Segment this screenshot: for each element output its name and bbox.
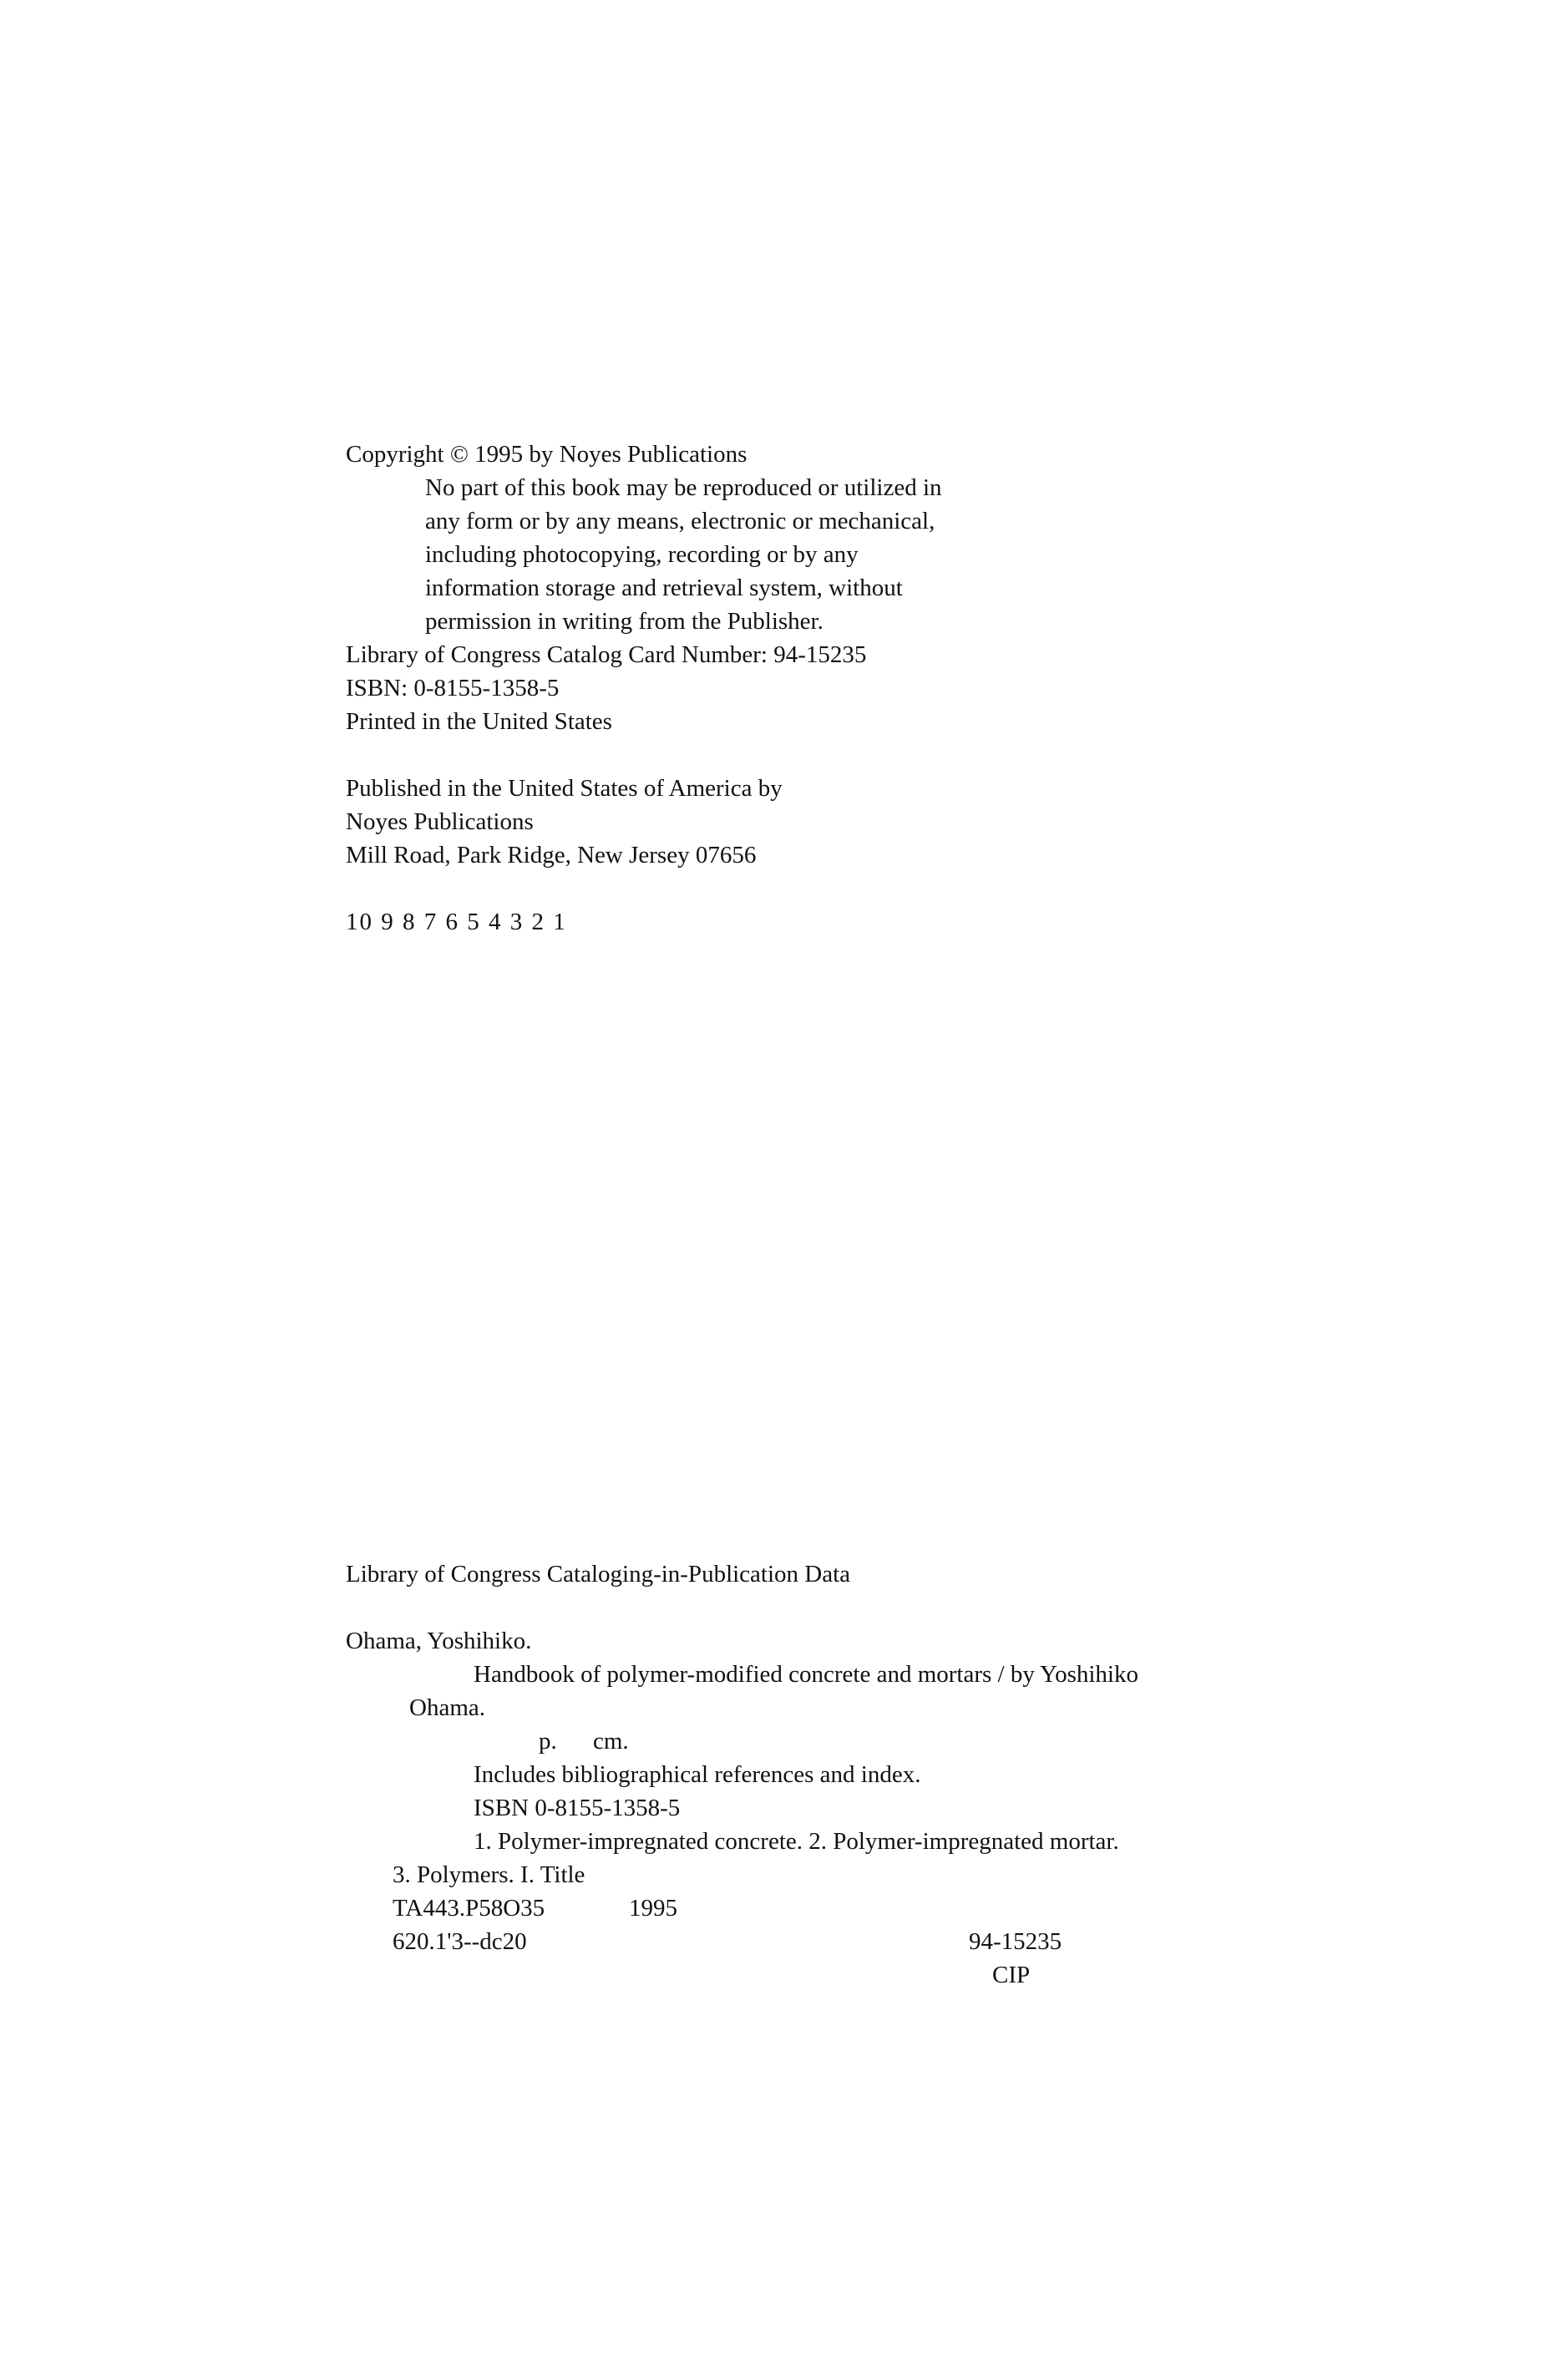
publisher-name: Noyes Publications bbox=[346, 808, 534, 835]
cip-heading: Library of Congress Cataloging-in-Publication Data bbox=[346, 1561, 851, 1588]
cip-dewey: 620.1'3--dc20 bbox=[393, 1928, 527, 1955]
cip-subjects-line: 1. Polymer-impregnated concrete. 2. Polymer-impregnated mortar. bbox=[474, 1828, 1119, 1855]
published-by-line: Published in the United States of America by bbox=[346, 775, 783, 802]
rights-notice-line: No part of this book may be reproduced or utilized in bbox=[425, 474, 942, 501]
isbn-line: ISBN: 0-8155-1358-5 bbox=[346, 675, 560, 701]
cip-isbn: ISBN 0-8155-1358-5 bbox=[474, 1795, 681, 1821]
rights-notice-line: information storage and retrieval system, without bbox=[425, 575, 903, 601]
lccn-line: Library of Congress Catalog Card Number: 94-15235 bbox=[346, 641, 867, 668]
publisher-address: Mill Road, Park Ridge, New Jersey 07656 bbox=[346, 842, 757, 868]
cip-title-line: Ohama. bbox=[409, 1694, 485, 1721]
rights-notice-line: any form or by any means, electronic or mechanical, bbox=[425, 508, 935, 534]
cip-subjects-line: 3. Polymers. I. Title bbox=[393, 1861, 585, 1888]
cip-pagination-cm: cm. bbox=[593, 1728, 629, 1755]
cip-title-line: Handbook of polymer-modified concrete and mortars / by Yoshihiko bbox=[474, 1661, 1138, 1688]
cip-lccn: 94-15235 bbox=[969, 1928, 1062, 1955]
printed-line: Printed in the United States bbox=[346, 708, 612, 735]
cip-includes: Includes bibliographical references and index. bbox=[474, 1761, 921, 1788]
rights-notice-line: including photocopying, recording or by any bbox=[425, 541, 859, 568]
cip-label: CIP bbox=[992, 1962, 1031, 1988]
cip-pagination-p: p. bbox=[539, 1728, 557, 1755]
rights-notice-line: permission in writing from the Publisher. bbox=[425, 608, 824, 635]
print-line: 10 9 8 7 6 5 4 3 2 1 bbox=[346, 909, 567, 935]
cip-author: Ohama, Yoshihiko. bbox=[346, 1628, 532, 1654]
cip-lc-year: 1995 bbox=[629, 1895, 677, 1922]
cip-lc-class: TA443.P58O35 bbox=[393, 1895, 545, 1922]
copyright-line: Copyright © 1995 by Noyes Publications bbox=[346, 441, 748, 468]
